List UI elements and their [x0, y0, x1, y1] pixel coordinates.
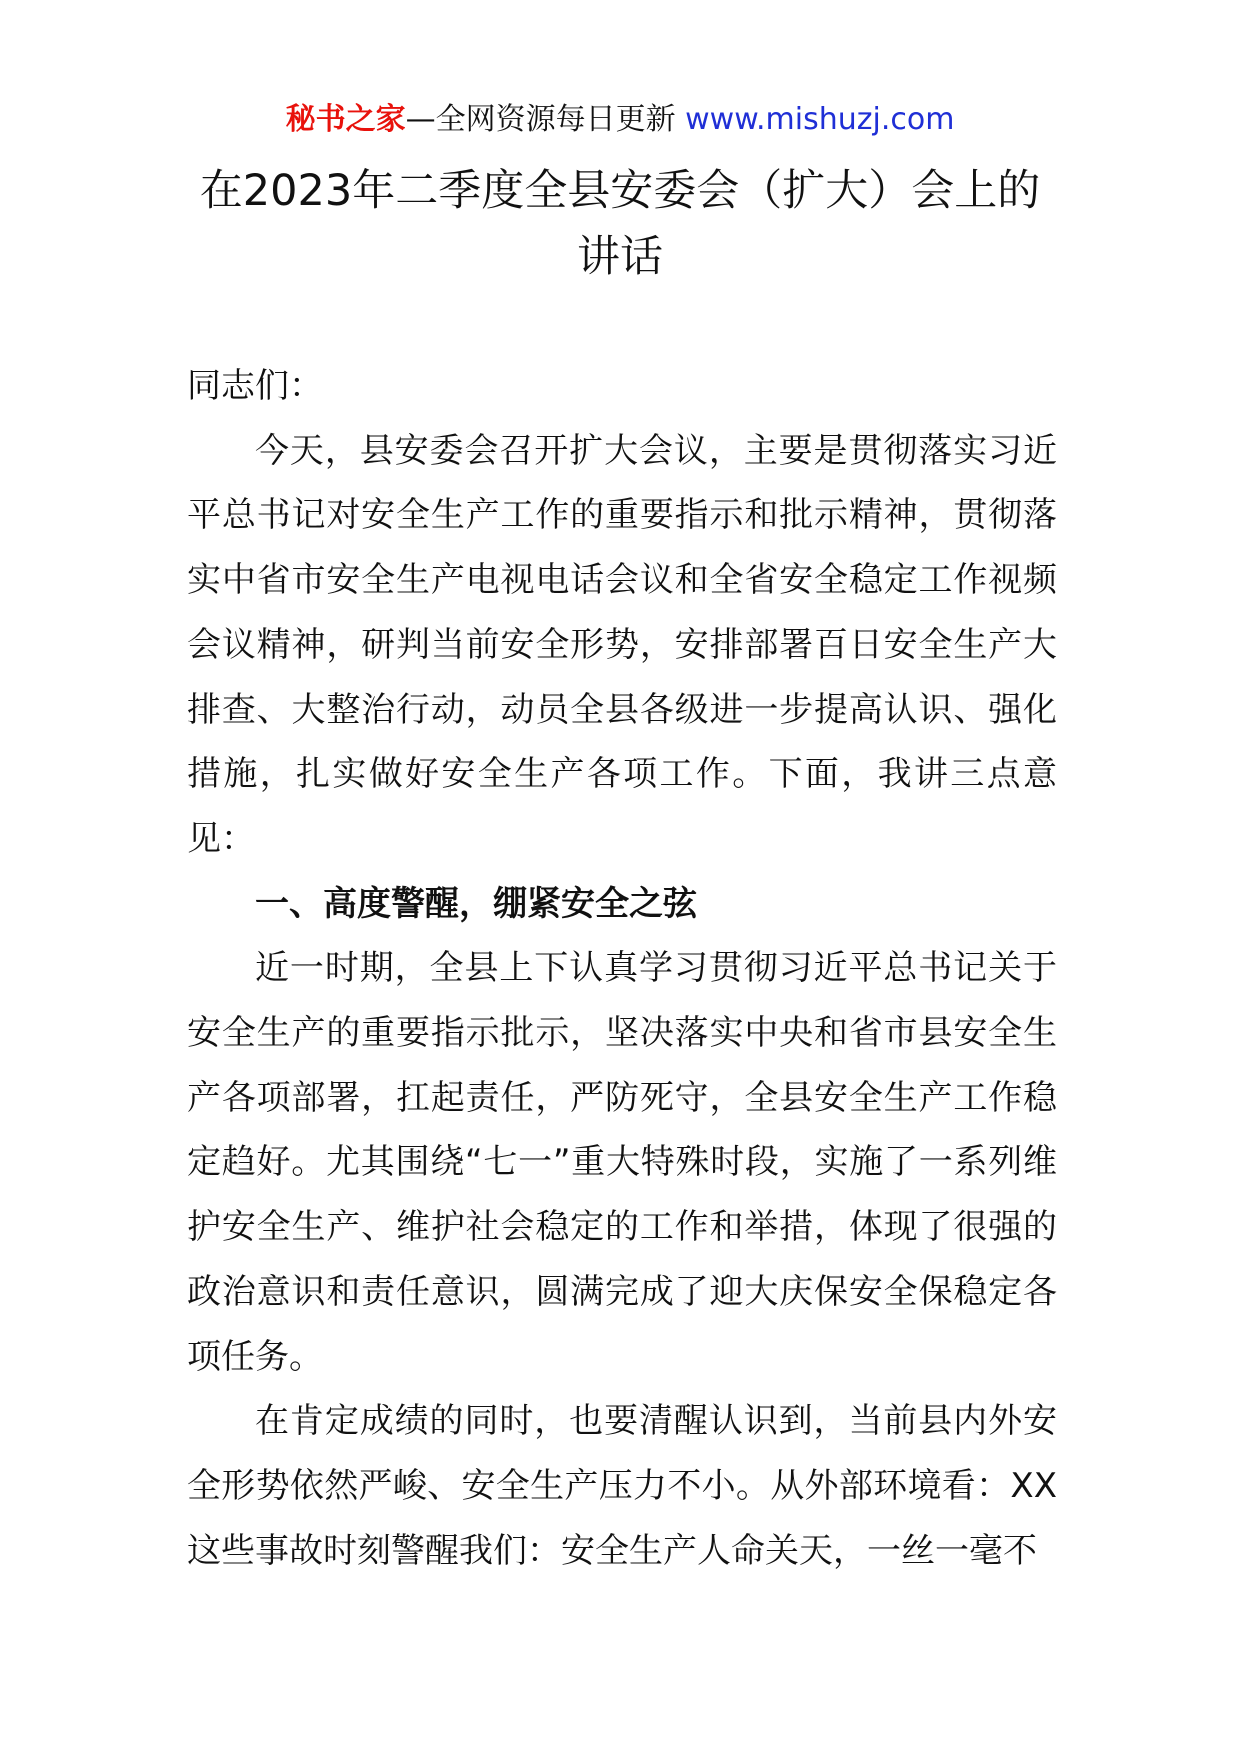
document-body [187, 354, 1057, 1583]
site-slogan: —全网资源每日更新 [405, 102, 676, 137]
salutation: 同志们： [187, 366, 323, 406]
paragraph-achievements: 近一时期，全县上下认真学习贯彻习近平总书记关于安全生产的重要指示批示，坚决落实中央和省市县安全生产各项部署，扛起责任，严防死守，全县安全生产工作稳定趋好。尤其围绕“七一”重大特殊时段，实施了一系列维护安全生产、维护社会稳定的工作和举措，体现了很强的政治意识和责任意识，圆满完成了迎大庆保安全保稳定各项任务。 [187, 948, 1057, 1377]
site-brand: 秘书之家 [285, 102, 406, 137]
section-heading-1: 一、高度警醒，绷紧安全之弦 [255, 883, 697, 924]
document-title: 在2023年二季度全县安委会（扩大）会上的讲话 [199, 166, 1041, 282]
paragraph-intro: 今天，县安委会召开扩大会议，主要是贯彻落实习近平总书记对安全生产工作的重要指示和批示精神，贯彻落实中省市安全生产电视电话会议和全省安全稳定工作视频会议精神，研判当前安全形势，安排部署百日安全生产大排查、大整治行动，动员全县各级进一步提高认识、强化措施，扎实做好安全生产各项工作。下面，我讲三点意见： [187, 430, 1057, 859]
site-url[interactable]: www.mishuzj.com [685, 102, 955, 137]
paragraph-situation: 在肯定成绩的同时，也要清醒认识到，当前县内外安全形势依然严峻、安全生产压力不小。从外部环境看：XX这些事故时刻警醒我们：安全生产人命关天，一丝一毫不 [187, 1401, 1057, 1571]
site-header [0, 100, 1240, 140]
